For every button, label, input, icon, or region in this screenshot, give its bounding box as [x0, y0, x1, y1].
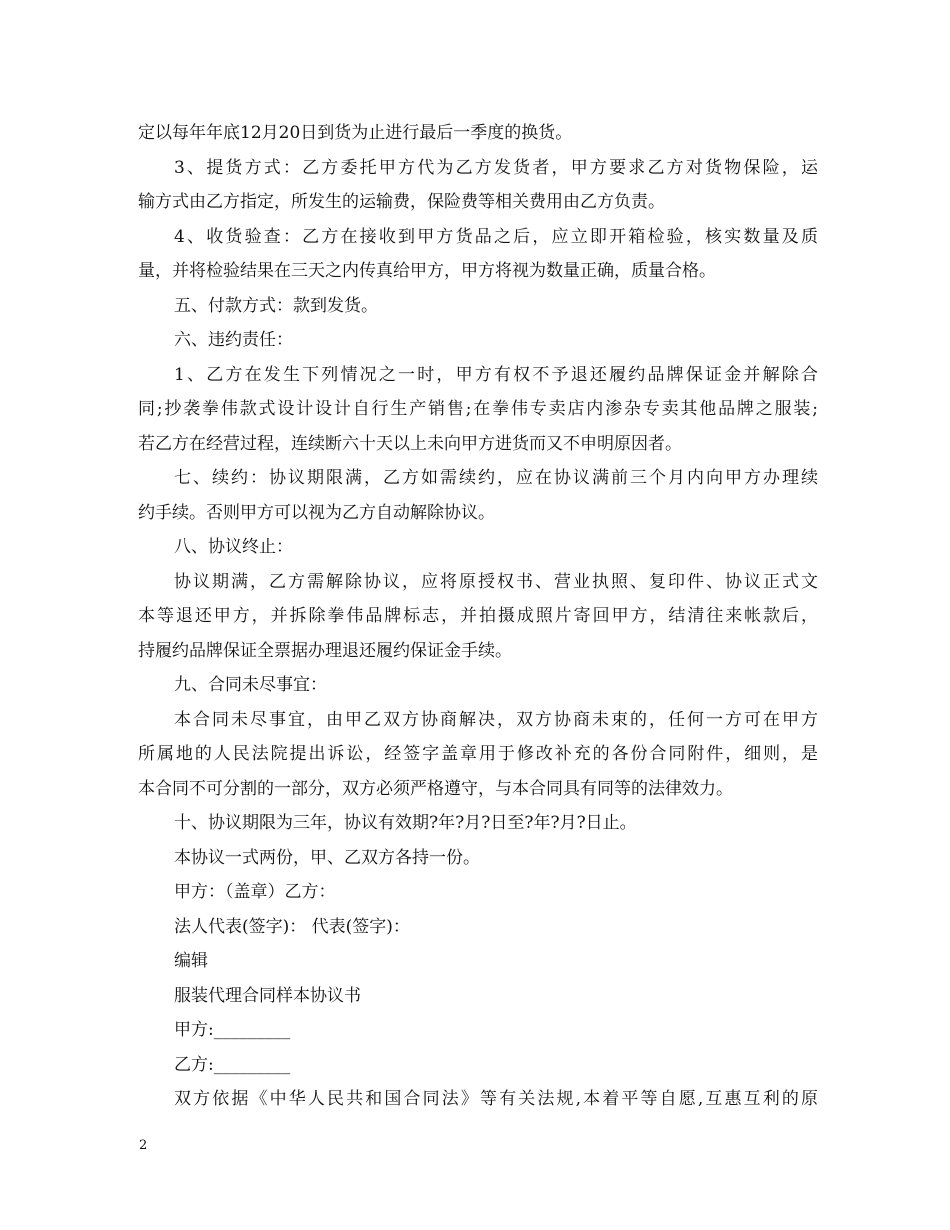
text-line: 编辑 — [174, 951, 208, 971]
text-line: 甲方：（盖章）乙方： — [174, 882, 336, 902]
document-body — [138, 116, 818, 1117]
text-line: 输方式由乙方指定，所发生的运输费，保险费等相关费用由乙方负责。 — [138, 192, 665, 212]
text-line: 4、收货验查：乙方在接收到甲方货品之后，应立即开箱检验，核实数量及质 — [174, 226, 818, 247]
text-line: 九、合同未尽事宜： — [174, 675, 327, 695]
text-line: 同;抄袭拳伟款式设计设计自行生产销售;在拳伟专卖店内渗杂专卖其他品牌之服装; — [138, 399, 818, 419]
text-line: 乙方:_________ — [174, 1054, 291, 1075]
text-line: 十、协议期限为三年，协议有效期?年?月?日至?年?月?日止。 — [174, 813, 637, 833]
text-line: 本合同不可分割的一部分，双方必须严格遵守，与本合同具有同等的法律效力。 — [138, 778, 733, 799]
text-line: 3、提货方式：乙方委托甲方代为乙方发货者，甲方要求乙方对货物保险，运 — [174, 157, 818, 178]
text-line: 所属地的人民法院提出诉讼，经签字盖章用于修改补充的各份合同附件，细则，是 — [138, 744, 818, 764]
text-line: 本等退还甲方，并拆除拳伟品牌标志，并拍摄成照片寄回甲方，结清往来帐款后， — [138, 606, 818, 626]
text-line: 持履约品牌保证全票据办理退还履约保证金手续。 — [138, 640, 512, 661]
text-line: 法人代表(签字)： 代表(签字)： — [174, 916, 410, 937]
text-line: 甲方:_________ — [174, 1020, 291, 1040]
text-line: 本合同未尽事宜，由甲乙双方协商解决，双方协商未束的，任何一方可在甲方 — [174, 709, 818, 730]
text-line: 协议期满，乙方需解除协议，应将原授权书、营业执照、复印件、协议正式文 — [174, 571, 818, 592]
text-line: 约手续。否则甲方可以视为乙方自动解除协议。 — [138, 502, 495, 523]
text-line: 服装代理合同样本协议书 — [174, 985, 361, 1006]
text-line: 定以每年年底12月20日到货为止进行最后一季度的换货。 — [138, 123, 573, 143]
text-line: 1、乙方在发生下列情况之一时，甲方有权不予退还履约品牌保证金并解除合 — [174, 364, 818, 385]
text-line: 八、协议终止： — [174, 537, 293, 557]
text-line: 六、违约责任： — [174, 330, 293, 350]
page-number: 2 — [139, 1138, 148, 1153]
text-line: 七、续约：协议期限满，乙方如需续约，应在协议满前三个月内向甲方办理续 — [174, 468, 818, 488]
text-line: 若乙方在经营过程，连续断六十天以上未向甲方进货而又不申明原因者。 — [138, 433, 682, 454]
text-line: 五、付款方式：款到发货。 — [174, 295, 378, 316]
text-line: 双方依据《中华人民共和国合同法》等有关法规,本着平等自愿,互惠互利的原 — [174, 1089, 818, 1109]
text-line: 本协议一式两份，甲、乙双方各持一份。 — [174, 847, 480, 868]
text-line: 量，并将检验结果在三天之内传真给甲方，甲方将视为数量正确，质量合格。 — [138, 261, 716, 281]
